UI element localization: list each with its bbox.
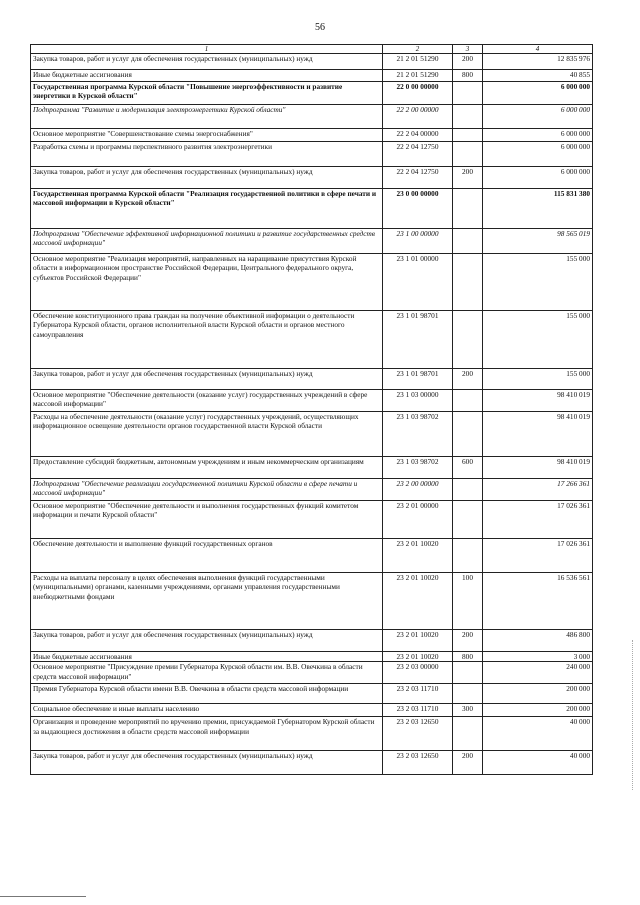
table-row (31, 539, 593, 573)
row-code-cell: 22 2 04 12750 (383, 167, 453, 189)
row-code-cell: 23 2 03 00000 (383, 662, 453, 684)
row-name-cell: Иные бюджетные ассигнования (31, 652, 383, 662)
row-expense-type-cell (453, 717, 483, 751)
row-sum-cell: 98 565 019 (483, 229, 593, 254)
table-row (31, 717, 593, 751)
header-col-2: 2 (383, 45, 453, 54)
row-name-cell: Основное мероприятие "Присуждение премии Губернатора Курской области им. В.В. Овечкина в области средств массовой информации" (31, 662, 383, 684)
row-sum-cell: 6 000 000 (483, 105, 593, 129)
row-name-cell: Обеспечение конституционного права граждан на получение объективной информации о деятельности Губернатора Курской области, органов исполнительной власти Курской области и органов местного самоуправления (31, 311, 383, 369)
row-name-cell: Социальное обеспечение и иные выплаты населению (31, 704, 383, 717)
row-sum-cell: 486 800 (483, 630, 593, 652)
table-row (31, 369, 593, 390)
table-row (31, 254, 593, 311)
row-expense-type-cell (453, 662, 483, 684)
row-code-cell: 23 2 03 11710 (383, 704, 453, 717)
row-code-cell: 23 2 03 11710 (383, 684, 453, 704)
row-code-cell: 23 2 01 10020 (383, 573, 453, 630)
row-sum-cell: 155 000 (483, 369, 593, 390)
row-expense-type-cell (453, 142, 483, 167)
row-code-cell: 23 0 00 00000 (383, 189, 453, 229)
table-row (31, 412, 593, 457)
row-code-cell: 22 0 00 00000 (383, 82, 453, 105)
row-sum-cell: 6 000 000 (483, 142, 593, 167)
row-code-cell: 23 2 01 00000 (383, 501, 453, 539)
row-code-cell: 23 1 03 00000 (383, 390, 453, 412)
row-expense-type-cell (453, 229, 483, 254)
header-col-3: 3 (453, 45, 483, 54)
row-name-cell: Обеспечение деятельности и выполнение функций государственных органов (31, 539, 383, 573)
table-row (31, 662, 593, 684)
table-row (31, 704, 593, 717)
row-code-cell: 23 2 03 12650 (383, 751, 453, 775)
row-code-cell: 23 2 03 12650 (383, 717, 453, 751)
row-name-cell: Государственная программа Курской области "Повышение энергоэффективности и развитие энергетики в Курской области" (31, 82, 383, 105)
row-code-cell: 22 2 00 00000 (383, 105, 453, 129)
row-sum-cell: 3 000 (483, 652, 593, 662)
row-sum-cell: 98 410 019 (483, 412, 593, 457)
table-row (31, 229, 593, 254)
row-sum-cell: 98 410 019 (483, 390, 593, 412)
row-expense-type-cell (453, 311, 483, 369)
table-row (31, 457, 593, 479)
row-expense-type-cell (453, 189, 483, 229)
row-sum-cell: 17 026 361 (483, 539, 593, 573)
table-row (31, 167, 593, 189)
table-row (31, 630, 593, 652)
row-expense-type-cell (453, 105, 483, 129)
row-sum-cell: 16 536 561 (483, 573, 593, 630)
header-col-4: 4 (483, 45, 593, 54)
row-code-cell: 23 2 01 10020 (383, 539, 453, 573)
row-expense-type-cell (453, 479, 483, 501)
row-sum-cell: 98 410 019 (483, 457, 593, 479)
row-expense-type-cell: 100 (453, 573, 483, 630)
row-expense-type-cell (453, 412, 483, 457)
row-name-cell: Иные бюджетные ассигнования (31, 70, 383, 82)
row-expense-type-cell: 200 (453, 630, 483, 652)
row-name-cell: Подпрограмма "Обеспечение эффективной информационной политики и развитие государственных средств массовой информации" (31, 229, 383, 254)
row-expense-type-cell: 800 (453, 70, 483, 82)
table-header-row (31, 45, 593, 54)
row-name-cell: Закупка товаров, работ и услуг для обеспечения государственных (муниципальных) нужд (31, 369, 383, 390)
row-sum-cell: 40 855 (483, 70, 593, 82)
row-expense-type-cell: 200 (453, 54, 483, 70)
table-row (31, 70, 593, 82)
row-code-cell: 23 1 00 00000 (383, 229, 453, 254)
row-expense-type-cell (453, 82, 483, 105)
row-sum-cell: 115 831 380 (483, 189, 593, 229)
row-name-cell: Расходы на выплаты персоналу в целях обеспечения выполнения функций государственными (муниципальными) органами, казенными учреждениями, органами управления государственными внебюджетными фондами (31, 573, 383, 630)
header-col-1: 1 (31, 45, 383, 54)
row-name-cell: Предоставление субсидий бюджетным, автономным учреждениям и иным некоммерческим организациям (31, 457, 383, 479)
row-sum-cell: 40 000 (483, 717, 593, 751)
row-name-cell: Основное мероприятие "Совершенствование схемы энергоснабжения" (31, 129, 383, 142)
row-name-cell: Закупка товаров, работ и услуг для обеспечения государственных (муниципальных) нужд (31, 54, 383, 70)
row-code-cell: 23 2 00 00000 (383, 479, 453, 501)
row-code-cell: 23 1 03 98702 (383, 457, 453, 479)
row-code-cell: 21 2 01 51290 (383, 54, 453, 70)
row-expense-type-cell (453, 684, 483, 704)
table-row (31, 652, 593, 662)
row-name-cell: Закупка товаров, работ и услуг для обеспечения государственных (муниципальных) нужд (31, 630, 383, 652)
table-row (31, 105, 593, 129)
row-code-cell: 23 1 03 98702 (383, 412, 453, 457)
row-expense-type-cell (453, 539, 483, 573)
row-sum-cell: 6 000 000 (483, 167, 593, 189)
row-expense-type-cell (453, 129, 483, 142)
table-row (31, 390, 593, 412)
row-expense-type-cell: 200 (453, 751, 483, 775)
row-name-cell: Основное мероприятие "Обеспечение деятельности (оказание услуг) государственных учреждений в сфере массовой информации" (31, 390, 383, 412)
table-row (31, 189, 593, 229)
row-expense-type-cell: 200 (453, 167, 483, 189)
row-code-cell: 21 2 01 51290 (383, 70, 453, 82)
row-expense-type-cell (453, 501, 483, 539)
row-name-cell: Премия Губернатора Курской области имени В.В. Овечкина в области средств массовой информации (31, 684, 383, 704)
row-name-cell: Государственная программа Курской области "Реализация государственной политики в сфере печати и массовой информации в Курской области" (31, 189, 383, 229)
row-name-cell: Расходы на обеспечение деятельности (оказание услуг) государственных учреждений, осуществляющих информационное освещение деятельности органов государственной власти Курской области (31, 412, 383, 457)
row-code-cell: 22 2 04 12750 (383, 142, 453, 167)
table-row (31, 142, 593, 167)
table-row (31, 129, 593, 142)
row-name-cell: Закупка товаров, работ и услуг для обеспечения государственных (муниципальных) нужд (31, 167, 383, 189)
row-expense-type-cell: 200 (453, 369, 483, 390)
row-name-cell: Основное мероприятие "Реализация мероприятий, направленных на наращивание присутствия Курской области в информационном пространстве Российской Федерации, Центрального федерального округа, субъектов Российской Федерации" (31, 254, 383, 311)
row-code-cell: 23 1 01 98701 (383, 369, 453, 390)
row-code-cell: 22 2 04 00000 (383, 129, 453, 142)
budget-table (30, 44, 593, 775)
row-sum-cell: 17 266 361 (483, 479, 593, 501)
row-code-cell: 23 2 01 10020 (383, 652, 453, 662)
table-row (31, 751, 593, 775)
row-code-cell: 23 1 01 00000 (383, 254, 453, 311)
row-name-cell: Организация и проведение мероприятий по вручению премии, присуждаемой Губернатором Курской области за выдающиеся достижения в области средств массовой информации (31, 717, 383, 751)
row-sum-cell: 155 000 (483, 311, 593, 369)
page-number: 56 (315, 22, 325, 33)
row-sum-cell: 200 000 (483, 684, 593, 704)
row-name-cell: Подпрограмма "Развитие и модернизация электроэнергетики Курской области" (31, 105, 383, 129)
row-name-cell: Закупка товаров, работ и услуг для обеспечения государственных (муниципальных) нужд (31, 751, 383, 775)
row-sum-cell: 40 000 (483, 751, 593, 775)
row-sum-cell: 6 000 000 (483, 82, 593, 105)
row-expense-type-cell: 600 (453, 457, 483, 479)
row-expense-type-cell (453, 254, 483, 311)
row-sum-cell: 200 000 (483, 704, 593, 717)
row-code-cell: 23 2 01 10020 (383, 630, 453, 652)
row-sum-cell: 240 000 (483, 662, 593, 684)
row-name-cell: Подпрограмма "Обеспечение реализации государственной политики Курской области в сфере печати и массовой информации" (31, 479, 383, 501)
edge-scan-mark (632, 640, 634, 790)
row-name-cell: Основное мероприятие "Обеспечение деятельности и выполнения государственных функций комитетом информации и печати Курской области" (31, 501, 383, 539)
table-row (31, 54, 593, 70)
table-row (31, 479, 593, 501)
table-row (31, 573, 593, 630)
table-row (31, 684, 593, 704)
row-expense-type-cell (453, 390, 483, 412)
row-name-cell: Разработка схемы и программы перспективного развития электроэнергетики (31, 142, 383, 167)
row-code-cell: 23 1 01 98701 (383, 311, 453, 369)
table-row (31, 311, 593, 369)
bottom-scan-mark (0, 896, 86, 897)
table-row (31, 501, 593, 539)
row-sum-cell: 12 835 976 (483, 54, 593, 70)
table-row (31, 82, 593, 105)
row-expense-type-cell: 800 (453, 652, 483, 662)
row-sum-cell: 6 000 000 (483, 129, 593, 142)
row-sum-cell: 155 000 (483, 254, 593, 311)
row-sum-cell: 17 026 361 (483, 501, 593, 539)
row-expense-type-cell: 300 (453, 704, 483, 717)
